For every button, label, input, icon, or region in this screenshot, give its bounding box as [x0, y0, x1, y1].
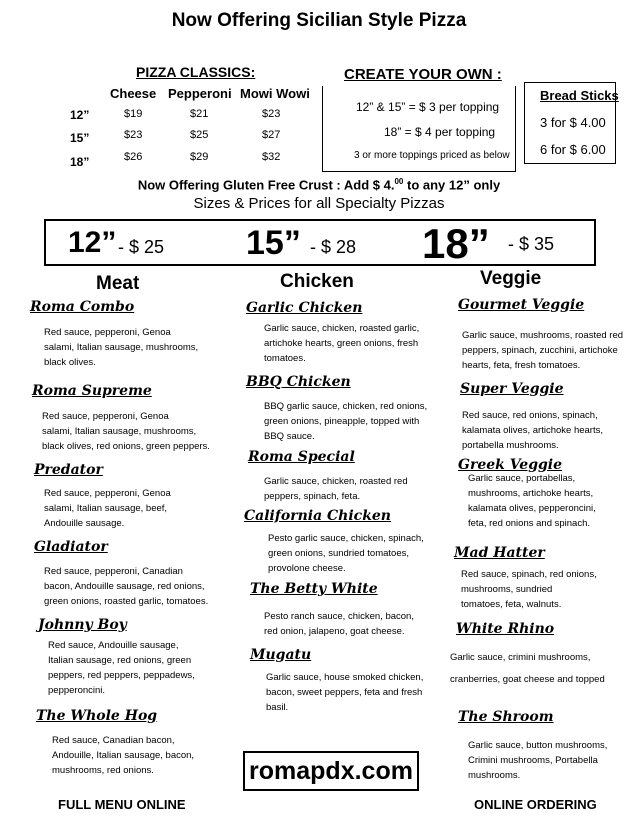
classics-size-15: 15” — [70, 131, 90, 145]
pizza-name: Predator — [34, 462, 103, 478]
pizza-desc: Red sauce, pepperoni, Genoa salami, Italian sausage, beef, Andouille sausage. — [44, 488, 171, 529]
classics-price: $19 — [124, 108, 143, 120]
pizza-name: Johnny Boy — [38, 617, 127, 633]
gluten-free-note — [0, 177, 638, 192]
pizza-desc: Red sauce, pepperoni, Genoa salami, Italian sausage, mushrooms, black olives, red onions, green peppers. — [42, 411, 210, 452]
category-meat: Meat — [96, 273, 140, 294]
pizza-desc: Garlic sauce, chicken, roasted red peppers, spinach, feta. — [264, 476, 408, 502]
pizza-name: Garlic Chicken — [246, 300, 363, 316]
pizza-name: California Chicken — [244, 508, 391, 524]
create-line: 12” & 15” = $ 3 per topping — [356, 100, 500, 114]
gluten-free-suffix: to any 12” only — [403, 177, 501, 193]
gluten-free-text: Now Offering Gluten Free Crust : Add $ 4. — [137, 177, 395, 193]
classics-col-mowi-wowi: Mowi Wowi — [240, 86, 310, 101]
classics-price: $32 — [262, 151, 281, 163]
online-ordering: ONLINE ORDERING — [474, 797, 597, 812]
pizza-name: Roma Combo — [30, 299, 135, 315]
pizza-desc: Red sauce, Andouille sausage, Italian sausage, red onions, green peppers, red peppers, peppadews, pepperoncini. — [48, 640, 195, 696]
pizza-desc: Red sauce, pepperoni, Genoa salami, Italian sausage, mushrooms, black olives. — [44, 327, 199, 368]
specialty-size-15: 15” — [246, 224, 301, 262]
classics-price: $25 — [190, 129, 209, 141]
pizza-desc: Garlic sauce, house smoked chicken, bacon, sweet peppers, feta and fresh basil. — [266, 672, 424, 713]
divider — [322, 171, 516, 172]
pizza-desc: Garlic sauce, chicken, roasted garlic, artichoke hearts, green onions, fresh tomatoes. — [264, 323, 420, 364]
create-heading: CREATE YOUR OWN : — [344, 66, 502, 83]
classics-price: $26 — [124, 151, 143, 163]
classics-size-18: 18” — [70, 155, 90, 169]
pizza-desc: Red sauce, spinach, red onions, mushrooms, sundried tomatoes, feta, walnuts. — [461, 569, 597, 610]
pizza-desc: Pesto garlic sauce, chicken, spinach, green onions, sundried tomatoes, provolone cheese. — [268, 533, 424, 574]
specialty-price-18: - $ 35 — [508, 234, 555, 254]
gluten-free-cents: 00 — [394, 177, 404, 186]
pizza-name: White Rhino — [456, 621, 555, 637]
pizza-desc: Red sauce, pepperoni, Canadian bacon, Andouille sausage, red onions, green onions, roasted garlic, tomatoes. — [44, 566, 209, 607]
divider — [322, 86, 323, 172]
pizza-desc: Garlic sauce, crimini mushrooms, cranberries, goat cheese and topped — [450, 652, 605, 685]
pizza-name: The Shroom — [458, 709, 554, 725]
classics-price: $27 — [262, 129, 281, 141]
pizza-desc: Red sauce, Canadian bacon, Andouille, Italian sausage, bacon, mushrooms, red onions. — [52, 735, 195, 776]
pizza-desc: Red sauce, red onions, spinach, kalamata olives, artichoke hearts, portabella mushrooms. — [462, 410, 603, 451]
classics-price: $21 — [190, 108, 209, 120]
classics-col-pepperoni: Pepperoni — [168, 86, 232, 101]
classics-heading: PIZZA CLASSICS: — [136, 64, 256, 80]
breadsticks-line: 6 for $ 6.00 — [540, 142, 606, 157]
create-line: 18” = $ 4 per topping — [384, 125, 496, 139]
pizza-desc: Pesto ranch sauce, chicken, bacon, red onion, jalapeno, goat cheese. — [264, 611, 414, 637]
category-chicken: Chicken — [280, 271, 354, 292]
classics-price: $23 — [262, 108, 281, 120]
website-url[interactable]: romapdx.com — [243, 751, 419, 791]
classics-price: $23 — [124, 129, 143, 141]
pizza-name: Greek Veggie — [458, 457, 563, 473]
pizza-name: BBQ Chicken — [246, 374, 351, 390]
category-veggie: Veggie — [480, 268, 542, 289]
pizza-name: The Whole Hog — [36, 708, 158, 724]
pizza-desc: BBQ garlic sauce, chicken, red onions, green onions, pineapple, topped with BBQ sauce. — [264, 401, 428, 442]
pizza-name: The Betty White — [250, 581, 378, 597]
classics-size-12: 12” — [70, 108, 90, 122]
pizza-desc: Garlic sauce, portabellas, mushrooms, artichoke hearts, kalamata olives, pepperoncini, feta, red onions and spinach. — [468, 473, 596, 529]
classics-price: $29 — [190, 151, 209, 163]
pizza-desc: Garlic sauce, mushrooms, roasted red peppers, spinach, zucchini, artichoke hearts, feta, fresh tomatoes. — [462, 330, 624, 371]
breadsticks-line: 3 for $ 4.00 — [540, 115, 606, 130]
create-line: 3 or more toppings priced as below — [354, 150, 510, 161]
pizza-name: Gourmet Veggie — [458, 297, 585, 313]
pizza-name: Roma Supreme — [32, 383, 152, 399]
specialty-heading: Sizes & Prices for all Specialty Pizzas — [193, 195, 445, 212]
specialty-price-12: - $ 25 — [118, 237, 165, 257]
pizza-desc: Garlic sauce, button mushrooms, Crimini mushrooms, Portabella mushrooms. — [468, 740, 608, 781]
pizza-name: Mad Hatter — [454, 545, 545, 561]
pizza-name: Roma Special — [248, 449, 355, 465]
pizza-name: Mugatu — [250, 647, 312, 663]
pizza-name: Gladiator — [34, 539, 108, 555]
page-title: Now Offering Sicilian Style Pizza — [171, 10, 467, 31]
full-menu-online: FULL MENU ONLINE — [58, 797, 186, 812]
pizza-name: Super Veggie — [460, 381, 564, 397]
breadsticks-heading: Bread Sticks — [540, 88, 619, 103]
specialty-size-18: 18” — [422, 220, 490, 267]
classics-col-cheese: Cheese — [110, 86, 157, 101]
divider — [515, 86, 516, 172]
specialty-price-15: - $ 28 — [310, 237, 357, 257]
specialty-size-12: 12” — [68, 226, 117, 259]
